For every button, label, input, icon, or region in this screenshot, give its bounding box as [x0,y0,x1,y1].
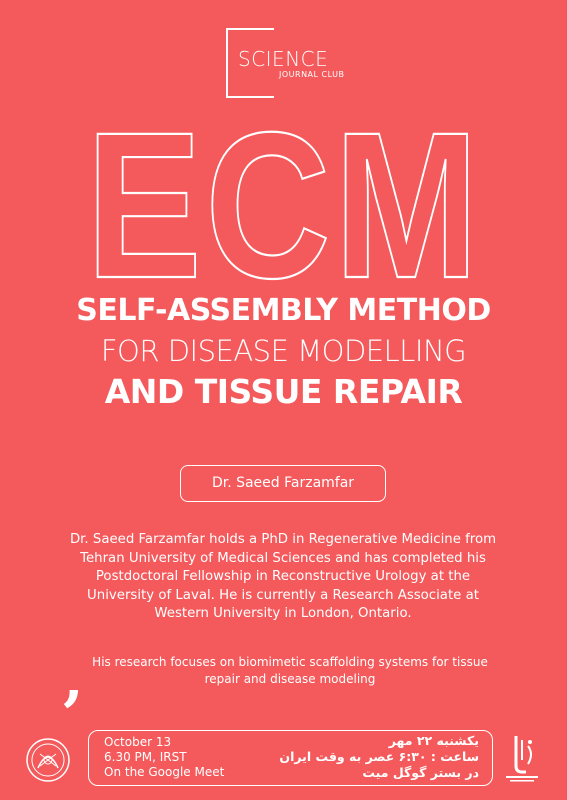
event-time-fa: ساعت : ۶:۳۰ عصر به وقت ایران [279,749,479,764]
subtitle-line-3: AND TISSUE REPAIR [104,372,463,411]
event-time: 6.30 PM, IRST [104,750,187,764]
headline [0,112,567,296]
logo-title: SCIENCE [238,47,329,71]
quote-mark-icon: ‚ [62,641,85,716]
subtitle-line-2: FOR DISEASE MODELLING [100,334,467,368]
scientific-association-logo-icon [500,730,544,790]
event-date-fa: یکشنبه ۲۲ مهر [388,733,479,748]
speaker-bio: Dr. Saeed Farzamfar holds a PhD in Regenerative Medicine from Tehran University of Medical Sciences and has completed his Postdoctoral Fellowship in Reconstructive Urology at the University of Laval. He is currently a Research Associate at Western University in London, Ontario. [69,532,497,621]
event-platform-fa: در بستر گوگل میت [362,765,479,780]
speaker-badge: Dr. Saeed Farzamfar [180,465,386,502]
university-seal-icon [24,736,72,788]
research-quote: His research focuses on biomimetic scaffolding systems for tissue repair and disease modeling [92,655,488,686]
event-date: October 13 [104,735,172,749]
event-info-english [104,735,224,780]
headline-text: ECM [85,112,482,296]
event-info-persian [269,733,479,781]
logo-subtitle: JOURNAL CLUB [279,70,345,79]
subtitle-line-1: SELF-ASSEMBLY METHOD [76,293,491,328]
event-platform: On the Google Meet [104,765,225,779]
